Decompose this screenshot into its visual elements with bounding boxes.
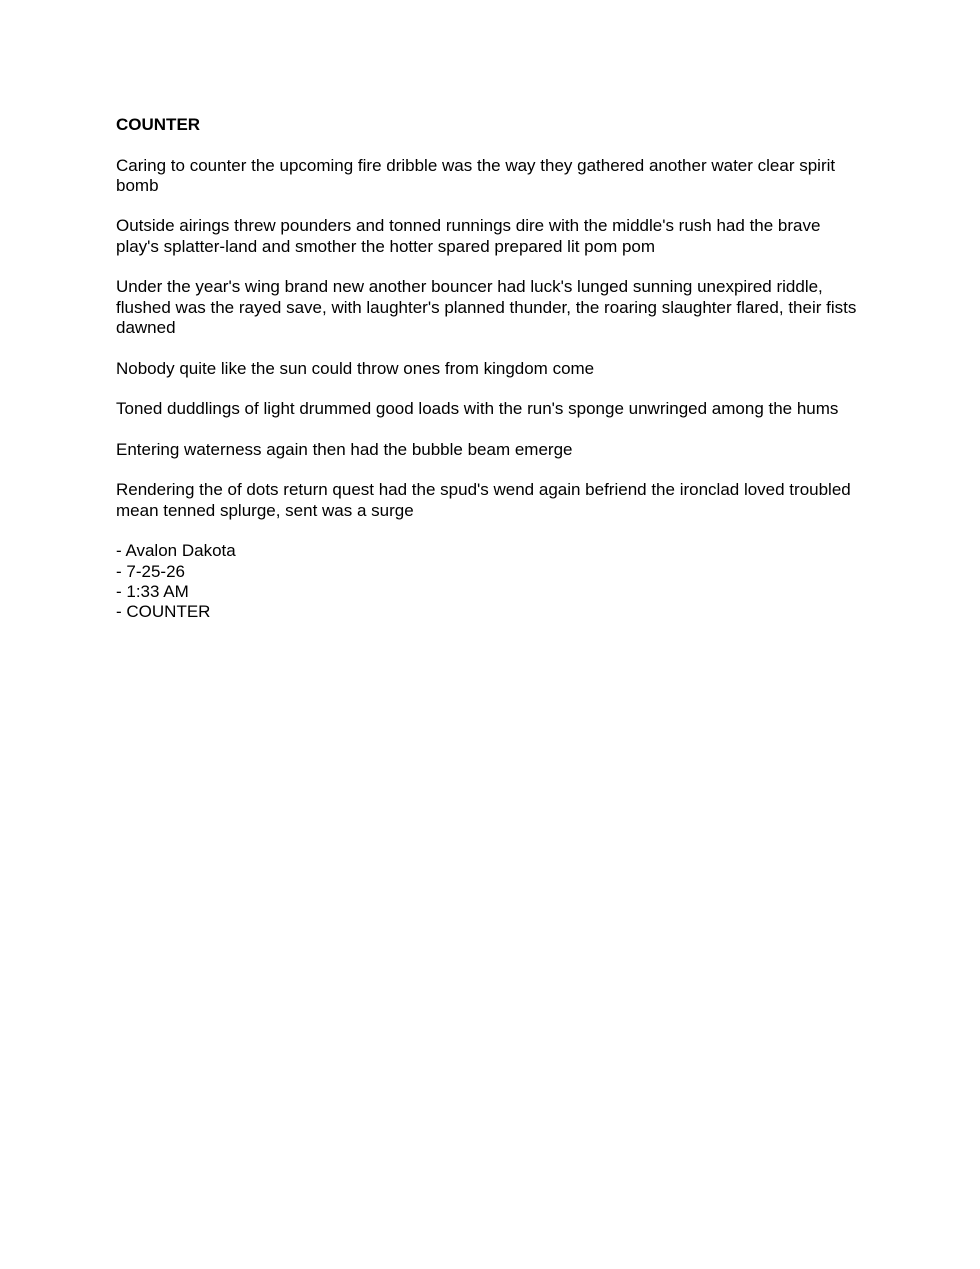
poem-title: COUNTER — [116, 115, 201, 134]
poem-stanza-1: Caring to counter the upcoming fire dribble was the way they gathered another water clear spirit bomb — [116, 155, 836, 195]
poem-stanza-4: Nobody quite like the sun could throw ones from kingdom come — [116, 358, 595, 378]
poem-stanza-7: Rendering the of dots return quest had the spud's wend again befriend the ironclad loved troubled mean tenned splurge, sent was a surge — [116, 480, 851, 520]
document-body — [116, 115, 868, 622]
signature-date: - 7-25-26 — [116, 561, 185, 581]
signature-title: - COUNTER — [116, 602, 211, 622]
poem-stanza-2: Outside airings threw pounders and tonned runnings dire with the middle's rush had the brave play's splatter-land and smother the hotter spared prepared lit pom pom — [116, 216, 821, 256]
poem-stanza-5: Toned duddlings of light drummed good loads with the run's sponge unwringed among the hums — [116, 399, 839, 419]
poem-stanza-3: Under the year's wing brand new another bouncer had luck's lunged sunning unexpired riddle, flushed was the rayed save, with laughter's planned thunder, the roaring slaughter flared, their fists dawned — [116, 277, 857, 337]
signature-author: - Avalon Dakota — [116, 541, 236, 561]
poem-stanza-6: Entering waterness again then had the bubble beam emerge — [116, 439, 573, 459]
signature-time: - 1:33 AM — [116, 581, 189, 601]
signature-block — [116, 541, 868, 622]
